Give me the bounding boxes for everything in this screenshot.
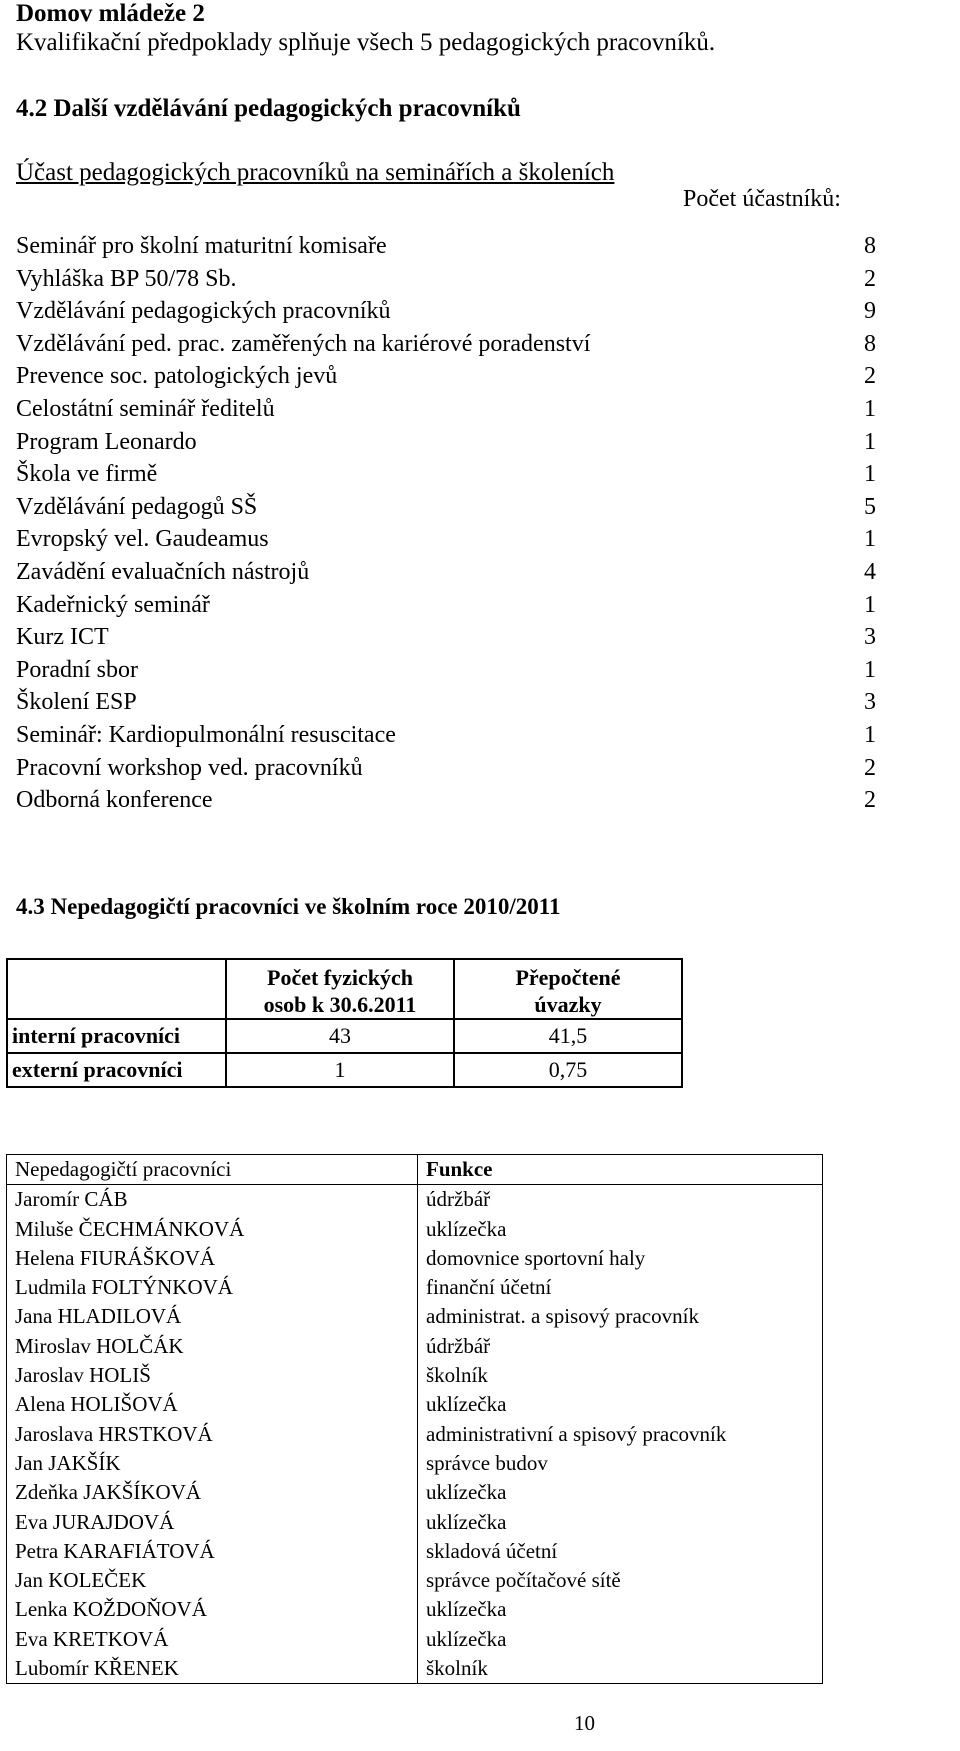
list-item — [16, 363, 876, 396]
list-item — [16, 396, 876, 429]
table-row — [7, 1478, 823, 1507]
list-item — [16, 755, 876, 788]
staff-role: skladová účetní — [418, 1537, 823, 1566]
seminar-name: Poradní sbor — [16, 656, 138, 683]
seminar-count: 2 — [864, 265, 876, 292]
seminar-name: Vzdělávání pedagogů SŠ — [16, 493, 258, 520]
row-fte: 41,5 — [454, 1019, 682, 1053]
seminar-name: Vyhláška BP 50/78 Sb. — [16, 265, 237, 292]
staff-name: Jan KOLEČEK — [7, 1566, 418, 1595]
row-persons: 43 — [226, 1019, 454, 1053]
section-heading-4-3: 4.3 Nepedagogičtí pracovníci ve školním roce 2010/2011 — [16, 894, 561, 919]
seminar-name: Vzdělávání pedagogických pracovníků — [16, 298, 391, 325]
staff-name: Jaroslav HOLIŠ — [7, 1361, 418, 1390]
page-title: Domov mládeže 2 — [16, 0, 205, 27]
seminar-name: Školení ESP — [16, 689, 137, 716]
seminar-count: 1 — [864, 656, 876, 683]
list-item — [16, 592, 876, 625]
staff-role: administrativní a spisový pracovník — [418, 1420, 823, 1449]
staff-header-name: Nepedagogičtí pracovníci — [7, 1155, 418, 1185]
table-row — [7, 1420, 823, 1449]
seminar-count: 4 — [864, 558, 876, 585]
seminar-name: Prevence soc. patologických jevů — [16, 363, 338, 390]
header-persons-line1: Počet fyzických — [267, 965, 413, 990]
list-item — [16, 494, 876, 527]
staff-role: údržbář — [418, 1332, 823, 1361]
table-row — [7, 1654, 823, 1684]
staff-role: správce budov — [418, 1449, 823, 1478]
list-item — [16, 722, 876, 755]
qualification-note: Kvalifikační předpoklady splňuje všech 5 pedagogických pracovníků. — [16, 29, 716, 56]
staff-name: Eva KRETKOVÁ — [7, 1625, 418, 1654]
staff-role: údržbář — [418, 1185, 823, 1215]
staff-summary-table — [6, 958, 683, 1088]
seminar-count: 2 — [864, 754, 876, 781]
participants-count-header: Počet účastníků: — [683, 186, 841, 212]
seminar-list — [16, 233, 876, 820]
staff-name: Miluše ČECHMÁNKOVÁ — [7, 1215, 418, 1244]
staff-name: Helena FIURÁŠKOVÁ — [7, 1244, 418, 1273]
list-item — [16, 559, 876, 592]
row-label: interní pracovníci — [7, 1019, 226, 1053]
table-row — [7, 1332, 823, 1361]
seminar-count: 8 — [864, 330, 876, 357]
staff-role: uklízečka — [418, 1595, 823, 1624]
seminar-count: 1 — [864, 526, 876, 553]
seminar-name: Odborná konference — [16, 787, 213, 814]
seminar-count: 2 — [864, 363, 876, 390]
staff-role: uklízečka — [418, 1625, 823, 1654]
seminar-count: 8 — [864, 233, 876, 259]
staff-name: Petra KARAFIÁTOVÁ — [7, 1537, 418, 1566]
table-row — [7, 1449, 823, 1478]
staff-role: domovnice sportovní haly — [418, 1244, 823, 1273]
list-item — [16, 298, 876, 331]
table-row — [7, 1566, 823, 1595]
seminar-name: Evropský vel. Gaudeamus — [16, 526, 269, 553]
table-row — [7, 1508, 823, 1537]
table-row — [7, 1595, 823, 1624]
non-teaching-staff-table — [6, 1154, 823, 1684]
staff-role: školník — [418, 1361, 823, 1390]
staff-role: školník — [418, 1654, 823, 1684]
header-cell-persons — [226, 959, 454, 1019]
staff-role: administrat. a spisový pracovník — [418, 1302, 823, 1331]
row-fte: 0,75 — [454, 1053, 682, 1087]
header-persons-line2: osob k 30.6.2011 — [263, 992, 417, 1017]
staff-header-row — [7, 1155, 823, 1185]
staff-role: uklízečka — [418, 1215, 823, 1244]
staff-name: Jan JAKŠÍK — [7, 1449, 418, 1478]
list-item — [16, 331, 876, 364]
staff-name: Jaroslava HRSTKOVÁ — [7, 1420, 418, 1449]
table-row — [7, 1537, 823, 1566]
seminar-count: 5 — [864, 493, 876, 520]
table-header-row — [7, 959, 682, 1019]
staff-name: Zdeňka JAKŠÍKOVÁ — [7, 1478, 418, 1507]
seminar-name: Celostátní seminář ředitelů — [16, 395, 275, 422]
seminar-count: 1 — [864, 428, 876, 455]
list-item — [16, 787, 876, 820]
seminar-count: 1 — [864, 461, 876, 488]
list-item — [16, 429, 876, 462]
list-item — [16, 461, 876, 494]
staff-name: Eva JURAJDOVÁ — [7, 1508, 418, 1537]
staff-header-role: Funkce — [418, 1155, 823, 1185]
staff-name: Lubomír KŘENEK — [7, 1654, 418, 1684]
list-item — [16, 266, 876, 299]
table-row — [7, 1244, 823, 1273]
seminar-name: Kurz ICT — [16, 624, 109, 651]
staff-name: Lenka KOŽDOŇOVÁ — [7, 1595, 418, 1624]
header-fte-line2: úvazky — [534, 992, 602, 1017]
seminar-name: Škola ve firmě — [16, 461, 158, 488]
seminar-count: 1 — [864, 721, 876, 748]
table-row — [7, 1019, 682, 1053]
seminar-name: Pracovní workshop ved. pracovníků — [16, 754, 363, 781]
list-item — [16, 526, 876, 559]
seminar-name: Kadeřnický seminář — [16, 591, 210, 618]
section-heading-4-2: 4.2 Další vzdělávání pedagogických pracovníků — [16, 95, 521, 122]
staff-role: správce počítačové sítě — [418, 1566, 823, 1595]
seminar-count: 2 — [864, 787, 876, 814]
seminar-count: 3 — [864, 689, 876, 716]
list-item — [16, 657, 876, 690]
staff-name: Jana HLADILOVÁ — [7, 1302, 418, 1331]
table-row — [7, 1302, 823, 1331]
seminar-name: Seminář: Kardiopulmonální resuscitace — [16, 721, 396, 748]
seminar-count: 3 — [864, 624, 876, 651]
row-label: externí pracovníci — [7, 1053, 226, 1087]
seminar-name: Vzdělávání ped. prac. zaměřených na kariérové poradenství — [16, 330, 591, 357]
seminar-name: Program Leonardo — [16, 428, 197, 455]
staff-role: uklízečka — [418, 1478, 823, 1507]
page-number: 10 — [574, 1711, 595, 1735]
list-item — [16, 233, 876, 266]
row-persons: 1 — [226, 1053, 454, 1087]
staff-name: Alena HOLIŠOVÁ — [7, 1390, 418, 1419]
staff-role: uklízečka — [418, 1508, 823, 1537]
header-fte-line1: Přepočtené — [515, 965, 621, 990]
staff-name: Ludmila FOLTÝNKOVÁ — [7, 1273, 418, 1302]
staff-name: Miroslav HOLČÁK — [7, 1332, 418, 1361]
table-row — [7, 1185, 823, 1215]
seminar-name: Zavádění evaluačních nástrojů — [16, 558, 310, 585]
staff-role: finanční účetní — [418, 1273, 823, 1302]
staff-role: uklízečka — [418, 1390, 823, 1419]
staff-name: Jaromír CÁB — [7, 1185, 418, 1215]
header-cell-fte — [454, 959, 682, 1019]
table-row — [7, 1215, 823, 1244]
seminar-name: Seminář pro školní maturitní komisaře — [16, 233, 387, 259]
seminar-count: 1 — [864, 395, 876, 422]
table-row — [7, 1390, 823, 1419]
list-item — [16, 624, 876, 657]
table-row — [7, 1273, 823, 1302]
header-cell-empty — [7, 959, 226, 1019]
seminars-subheading: Účast pedagogických pracovníků na seminářích a školeních — [16, 159, 615, 186]
seminar-count: 1 — [864, 591, 876, 618]
list-item — [16, 689, 876, 722]
seminar-count: 9 — [864, 298, 876, 325]
table-row — [7, 1361, 823, 1390]
table-row — [7, 1625, 823, 1654]
table-row — [7, 1053, 682, 1087]
